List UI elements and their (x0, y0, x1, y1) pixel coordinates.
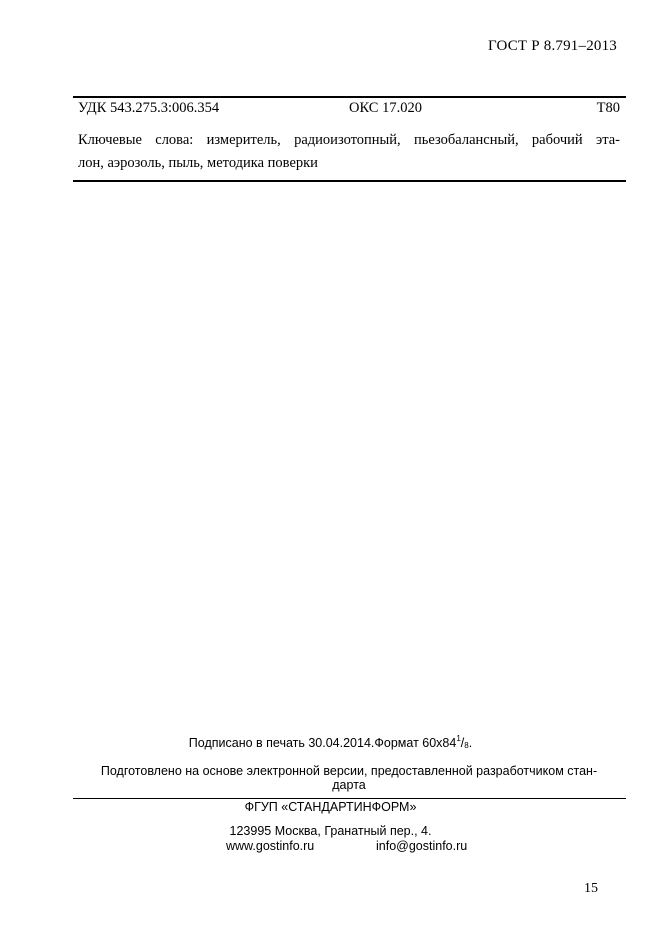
category-code: Т80 (596, 100, 620, 116)
prepared-line-2: дарта (332, 778, 366, 792)
prepared-note (78, 764, 620, 792)
format-numerator: 1 (456, 734, 461, 743)
classification-row (78, 100, 620, 118)
prepared-line-1: Подготовлено на основе электронной версии, предоставленной разработчиком стан- (100, 764, 598, 778)
signed-suffix: . (468, 736, 473, 750)
keywords-line-2: лон, аэрозоль, пыль, методика поверки (78, 155, 318, 171)
format-denominator: 8 (464, 741, 469, 750)
imprint-rule (73, 798, 626, 799)
keywords-line-1: Ключевые слова: измеритель, радиоизотопный, пьезобалансный, рабочий эта- (78, 132, 620, 148)
oks-code: ОКС 17.020 (349, 100, 422, 116)
publisher-website: www.gostinfo.ru (226, 839, 315, 853)
publisher-name: ФГУП «СТАНДАРТИНФОРМ» (244, 800, 417, 814)
signed-for-print: Подписано в печать 30.04.2014.Формат $60х84^1/_8$. (188, 734, 473, 750)
top-rule (73, 96, 626, 98)
publisher-address: 123995 Москва, Гранатный пер., 4. (229, 824, 432, 838)
udk-code: УДК 543.275.3:006.354 (78, 100, 220, 116)
page-number: 15 (584, 881, 598, 896)
signed-text: Подписано в печать 30.04.2014.Формат 60х84 (188, 736, 457, 750)
keywords (78, 129, 620, 175)
standard-designation: ГОСТ Р 8.791–2013 (488, 38, 617, 54)
keywords-bottom-rule (73, 180, 626, 182)
publisher-email: info@gostinfo.ru (376, 839, 468, 853)
